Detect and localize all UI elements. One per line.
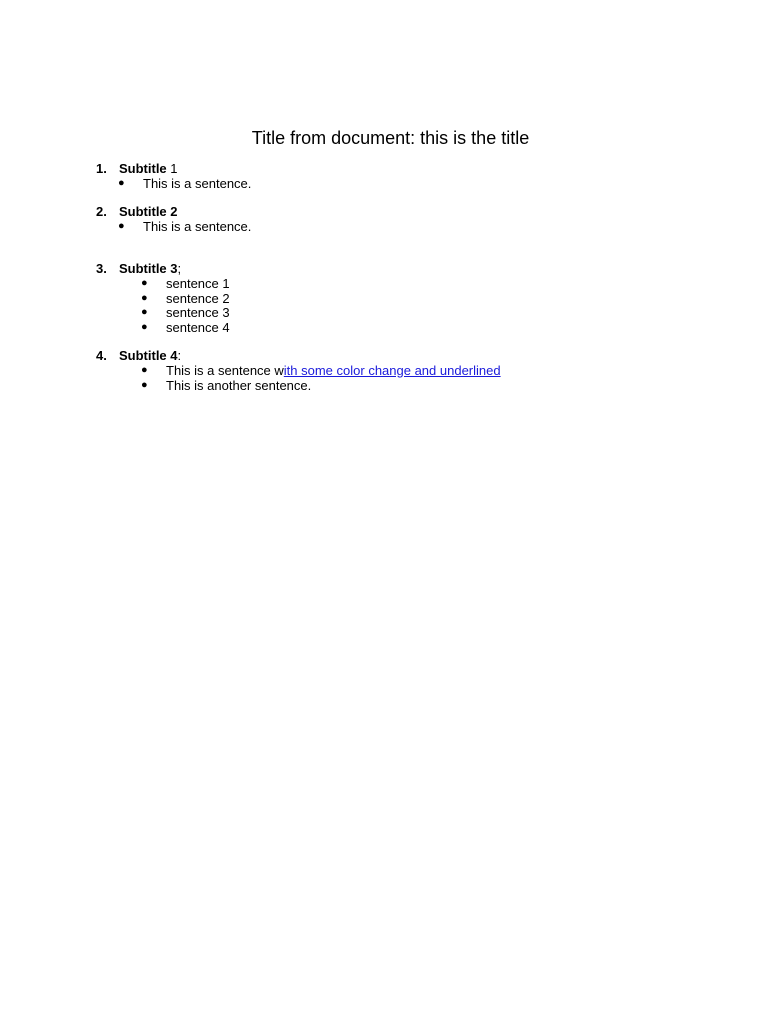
list-item <box>0 176 768 191</box>
list-item-text: This is another sentence. <box>166 377 312 393</box>
bullet-icon: ● <box>141 364 148 376</box>
section-title <box>119 348 181 363</box>
list-number: 3. <box>96 261 107 276</box>
section-title-rest: 1 <box>166 161 178 176</box>
bullet-icon: ● <box>141 378 148 391</box>
bullet-icon: ● <box>141 277 148 289</box>
section-title-rest: : <box>177 348 182 363</box>
list-item-text: sentence 1 <box>166 276 230 291</box>
section-2 <box>0 204 768 234</box>
section-title <box>119 261 181 276</box>
bullet-icon: ● <box>141 291 148 304</box>
list-number: 2. <box>96 204 107 219</box>
list-item-text: sentence 4 <box>166 319 230 335</box>
bullet-icon: ● <box>141 306 148 319</box>
underlined-link-text[interactable]: ith some color change and underlined <box>283 363 501 378</box>
section-heading <box>0 261 768 276</box>
list-item-text: sentence 3 <box>166 305 230 321</box>
section-title-bold: Subtitle <box>119 161 167 176</box>
list-item <box>0 291 768 306</box>
section-heading <box>0 348 768 363</box>
bullet-icon: ● <box>118 177 125 189</box>
list-item-text: This is a sentence. <box>143 219 252 234</box>
list-item-text <box>166 363 501 378</box>
bullet-icon: ● <box>141 320 148 333</box>
section-heading <box>0 204 768 219</box>
list-item <box>0 305 768 320</box>
list-number: 1. <box>96 161 107 176</box>
list-item <box>0 363 768 378</box>
list-number: 4. <box>96 348 107 363</box>
section-4 <box>0 348 768 392</box>
list-item-text: sentence 2 <box>166 290 230 306</box>
list-item-plain-text: This is a sentence w <box>166 363 284 378</box>
list-item <box>0 219 768 234</box>
section-title-bold: Subtitle 4 <box>119 348 178 363</box>
list-item <box>0 276 768 291</box>
page-title: Title from document: this is the title <box>251 128 530 148</box>
list-item <box>0 378 768 393</box>
section-heading <box>0 161 768 176</box>
bullet-icon: ● <box>118 220 125 232</box>
list-item-text: This is a sentence. <box>143 176 252 191</box>
section-title-bold: Subtitle 2 <box>119 204 178 219</box>
section-title-rest: ; <box>177 261 182 276</box>
section-title <box>119 161 178 176</box>
section-title <box>119 204 178 219</box>
list-item <box>0 320 768 335</box>
section-3 <box>0 261 768 334</box>
section-title-bold: Subtitle 3 <box>119 261 178 276</box>
section-1 <box>0 161 768 191</box>
